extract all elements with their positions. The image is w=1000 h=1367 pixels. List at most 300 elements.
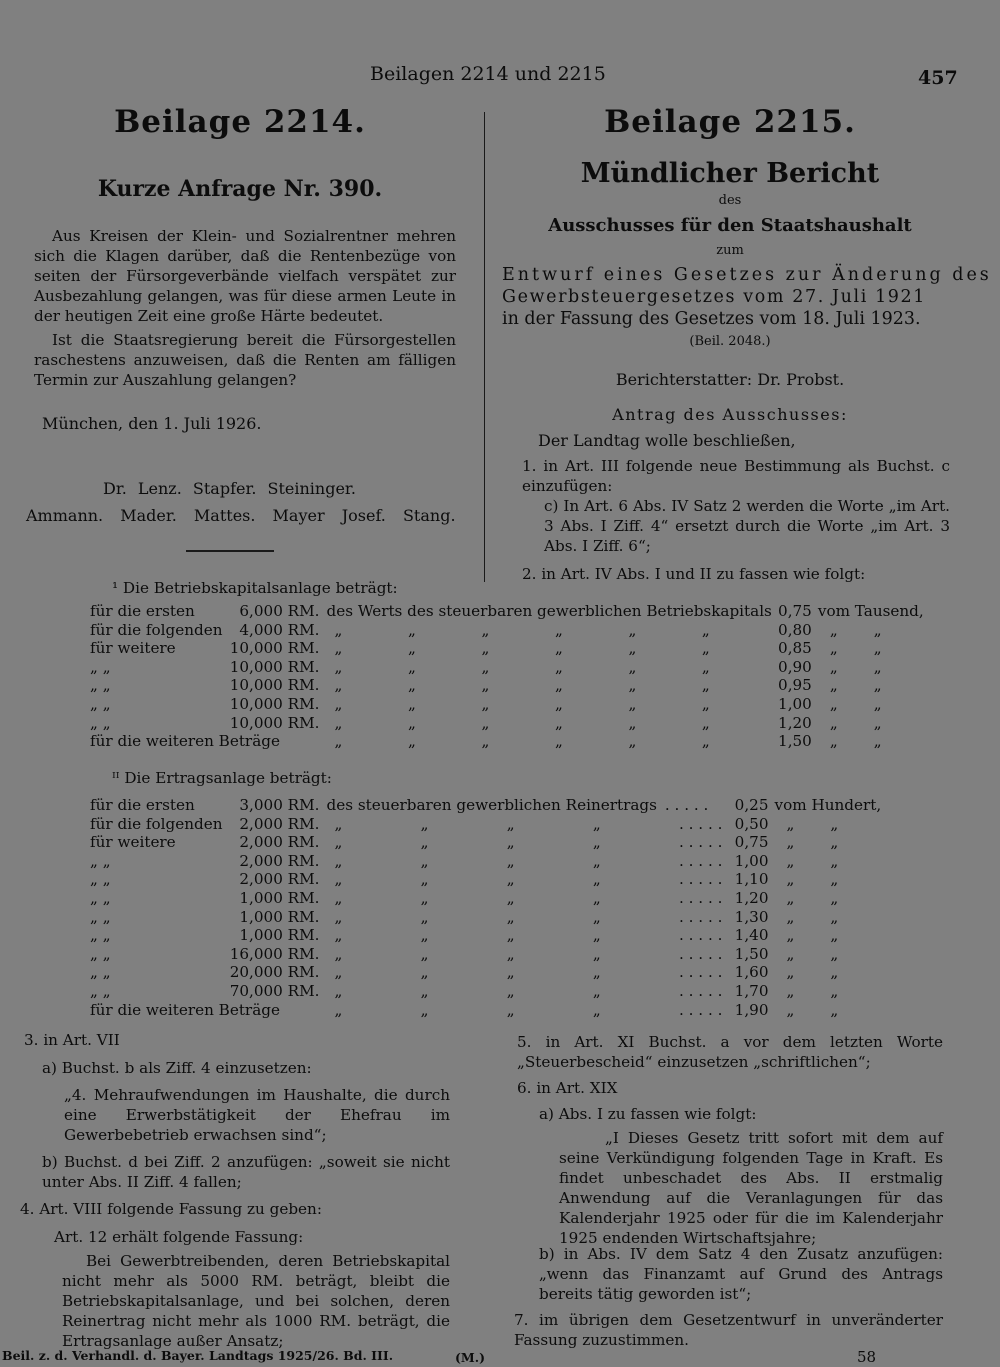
item-4-art: Art. 12 erhält folgende Fassung: [54,1228,304,1246]
rate-description [327,963,729,982]
ditto-mark: „ [334,851,343,870]
ditto-mark: „ [554,732,563,751]
rate-amount: 16,000 RM. [229,944,320,963]
running-title: Beilagen 2214 und 2215 [370,63,606,85]
ditto-mark: „ [334,870,343,889]
ditto-mark: „ [592,907,601,926]
rate-label: für die ersten [90,796,195,814]
beilage-2215-title: Beilage 2215. [604,104,856,140]
rate-row [90,963,881,982]
ditto-mark: „ [334,676,343,695]
leader-dots: . . . . . [679,888,723,907]
yield-intro: ᴵᴵ Die Ertragsanlage beträgt: [112,769,332,787]
item-6b: b) in Abs. IV dem Satz 4 den Zusatz anzufügen: „wenn das Finanzamt auf Grund des Antrags bereits tätig geworden ist“; [539,1245,943,1303]
rate-amount: 6,000 RM. [239,602,320,620]
ditto-mark: „ [334,963,343,982]
ditto-mark: „ [506,814,515,833]
rate-unit [769,870,882,889]
rate-value: 0,50 [734,814,769,833]
inquiry-body [34,226,456,390]
rate-unit [769,1001,882,1020]
rate-value: 1,00 [778,694,812,713]
ditto-mark: „ [334,1000,343,1019]
ditto-mark: „ [334,981,343,1000]
rate-label: „ „ [90,694,111,713]
rate-gap [320,676,327,695]
ditto-mark: „ [873,639,882,658]
ditto-mark: „ [506,1000,515,1019]
ditto-mark: „ [506,870,515,889]
rate-label: für die folgenden [90,814,223,833]
ditto-mark: „ [873,620,882,639]
item-3: 3. in Art. VII [24,1031,120,1049]
rate-description [327,889,729,908]
rate-value: 0,95 [778,676,812,695]
motion-item-2: 2. in Art. IV Abs. I und II zu fassen wie folgt: [522,565,866,583]
ditto-mark: „ [592,944,601,963]
page-number: 457 [918,67,958,89]
draft-title [502,264,992,330]
rate-value: 1,20 [778,713,812,732]
ditto-mark: „ [829,639,838,658]
ditto-mark: „ [554,694,563,713]
rate-value: 1,00 [734,851,769,870]
ditto-mark: „ [829,676,838,695]
rate-description [327,852,729,871]
draft-line-1: Entwurf eines Gesetzes zur Änderung des [502,265,992,285]
rate-amount: 2,000 RM. [239,833,320,852]
ditto-mark: „ [786,926,795,945]
rate-row [90,908,881,927]
rate-gap [320,621,327,640]
ditto-mark: „ [407,620,416,639]
rate-amount: 10,000 RM. [229,694,320,713]
ditto-mark: „ [481,657,490,676]
reporter: Berichterstatter: Dr. Probst. [615,370,845,389]
column-divider [484,112,485,582]
ditto-mark: „ [506,926,515,945]
rate-unit [769,833,882,852]
item-4: 4. Art. VIII folgende Fassung zu geben: [20,1200,322,1218]
rate-description [327,639,772,658]
motion-heading: Antrag des Ausschusses: [612,405,848,424]
ditto-mark: „ [873,676,882,695]
rate-gap [320,658,327,677]
ditto-mark: „ [786,870,795,889]
rate-value: 1,90 [734,1000,769,1019]
rate-label: „ „ [90,907,111,926]
leader-dots: . . . . . [679,870,723,889]
rate-unit [769,963,882,982]
ditto-mark: „ [829,732,838,751]
rate-gap [320,908,327,927]
beilage-2214-title: Beilage 2214. [114,104,366,140]
rate-row [90,639,924,658]
rate-gap [320,926,327,945]
rate-unit [769,852,882,871]
inquiry-subtitle: Kurze Anfrage Nr. 390. [97,176,383,202]
rate-description [327,658,772,677]
ditto-mark: „ [628,639,637,658]
place-date: München, den 1. Juli 1926. [42,414,262,433]
ditto-mark: „ [481,620,490,639]
rate-row [90,982,881,1001]
rate-row [90,714,924,733]
rate-basis-text: des steuerbaren gewerblichen Reinertrags [326,796,657,814]
rate-description [327,796,729,815]
yield-rates-table [90,796,881,1019]
rate-gap [320,963,327,982]
ditto-mark: „ [420,907,429,926]
ditto-mark: „ [420,870,429,889]
ditto-mark: „ [481,713,490,732]
ditto-mark: „ [830,963,839,982]
ditto-mark: „ [407,732,416,751]
ditto-mark: „ [334,620,343,639]
rate-description [327,621,772,640]
signers-line-2: Ammann. Mader. Mattes. Mayer Josef. Stang. [26,506,456,525]
rate-description [327,695,772,714]
ditto-mark: „ [592,926,601,945]
item-4-text: Bei Gewerbtreibenden, deren Betriebskapital nicht mehr als 5000 RM. beträgt, bleibt die Betriebskapitalsanlage, und bei solchen, deren Reinertrag nicht mehr als 1000 RM. beträgt, die Ertragsanlage außer Ansatz; [62,1252,450,1350]
rate-row [90,658,924,677]
leader-dots: . . . . . [679,907,723,926]
rate-label: „ „ [90,944,111,963]
ditto-mark: „ [481,732,490,751]
ditto-mark: „ [701,676,710,695]
ditto-mark: „ [592,888,601,907]
rate-gap [320,796,327,815]
ditto-mark: „ [407,713,416,732]
rate-unit [769,982,882,1001]
ditto-mark: „ [506,944,515,963]
rate-label: „ „ [90,981,111,1000]
rate-label: „ „ [90,657,111,676]
ditto-mark: „ [506,963,515,982]
leader-dots: . . . . . [679,1000,723,1019]
ditto-mark: „ [701,694,710,713]
leader-dots: . . . . . [679,926,723,945]
ditto-mark: „ [506,888,515,907]
rate-unit: vom Tausend, [817,602,924,620]
ditto-mark: „ [830,907,839,926]
ditto-mark: „ [592,981,601,1000]
ditto-mark: „ [628,713,637,732]
rate-description [327,870,729,889]
rate-description [327,908,729,927]
ditto-mark: „ [334,944,343,963]
rate-value: 1,60 [734,963,769,982]
rate-value: 1,40 [734,926,769,945]
rate-unit: vom Hundert, [774,796,882,814]
rate-gap [320,870,327,889]
item-7: 7. im übrigen dem Gesetzentwurf in unveränderter Fassung zuzustimmen. [514,1311,943,1349]
ditto-mark: „ [481,676,490,695]
rate-gap [320,639,327,658]
rate-value: 0,75 [778,602,812,620]
rate-row [90,1001,881,1020]
rate-unit [769,945,882,964]
ditto-mark: „ [873,694,882,713]
rate-gap [320,852,327,871]
ditto-mark: „ [554,713,563,732]
rate-unit [812,695,924,714]
ditto-mark: „ [481,694,490,713]
leader-dots: . . . . . [679,851,723,870]
beil-reference: (Beil. 2048.) [689,334,771,349]
rate-row [90,695,924,714]
footer-mark: (M.) [455,1350,486,1365]
rate-amount: 2,000 RM. [239,814,320,833]
footer-page: 58 [857,1348,877,1366]
ditto-mark: „ [628,694,637,713]
item-3a-text: „4. Mehraufwendungen im Haushalte, die durch eine Erwerbstätigkeit der Ehefrau im Gewerbebetrieb erwachsen sind“; [64,1086,450,1144]
ditto-mark: „ [873,732,882,751]
footer-source: Beil. z. d. Verhandl. d. Bayer. Landtags 1925/26. Bd. III. [2,1348,394,1363]
rate-value: 1,10 [734,870,769,889]
ditto-mark: „ [701,732,710,751]
rate-label: für die folgenden [90,620,223,639]
rate-unit [812,621,924,640]
ditto-mark: „ [420,963,429,982]
rate-amount: 3,000 RM. [239,796,320,814]
ditto-mark: „ [830,870,839,889]
rate-amount: 1,000 RM. [239,888,320,907]
ditto-mark: „ [334,732,343,751]
capital-intro: ¹ Die Betriebskapitalsanlage beträgt: [112,579,398,597]
rate-label: für die weiteren Beträge [90,1000,280,1019]
rate-label: „ „ [90,676,111,695]
ditto-mark: „ [873,657,882,676]
ditto-mark: „ [554,620,563,639]
ditto-mark: „ [420,814,429,833]
ditto-mark: „ [334,833,343,852]
ditto-mark: „ [830,814,839,833]
ditto-mark: „ [628,620,637,639]
rate-gap [320,714,327,733]
rate-unit [769,908,882,927]
rate-description [327,714,772,733]
capital-rates-table [90,602,924,751]
ditto-mark: „ [506,833,515,852]
ditto-mark: „ [420,981,429,1000]
inquiry-paragraph-1: Aus Kreisen der Klein- und Sozialrentner mehren sich die Klagen darüber, daß die Rentenbezüge von seiten der Fürsorgeverbände vielfach verspätet zur Ausbezahlung gelangen, was für diese armen Leute in der heutigen Zeit eine große Härte bedeutet. [34,227,456,325]
report-des: des [718,193,742,208]
rate-value: 1,30 [734,907,769,926]
ditto-mark: „ [628,732,637,751]
ditto-mark: „ [786,944,795,963]
ditto-mark: „ [786,814,795,833]
draft-line-2: Gewerbsteuergesetzes vom 27. Juli 1921 [502,287,927,307]
ditto-mark: „ [628,657,637,676]
rate-label: „ „ [90,888,111,907]
rate-unit [812,658,924,677]
ditto-mark: „ [786,888,795,907]
rate-amount: 20,000 RM. [229,963,320,982]
rate-label: „ „ [90,963,111,982]
rate-value: 0,80 [778,620,812,639]
rate-amount: 10,000 RM. [229,713,320,732]
leader-dots: . . . . . [664,796,709,814]
rate-label: für die weiteren Beträge [90,732,280,751]
ditto-mark: „ [592,963,601,982]
ditto-mark: „ [334,639,343,658]
rate-value: 1,70 [734,981,769,1000]
ditto-mark: „ [420,944,429,963]
ditto-mark: „ [407,676,416,695]
rate-row [90,833,881,852]
ditto-mark: „ [334,888,343,907]
rate-description [327,676,772,695]
ditto-mark: „ [830,944,839,963]
rate-unit [769,815,882,834]
rate-gap [320,815,327,834]
rate-amount: 2,000 RM. [239,851,320,870]
rate-label: „ „ [90,713,111,732]
ditto-mark: „ [420,833,429,852]
rate-value: 1,20 [734,888,769,907]
ditto-mark: „ [830,851,839,870]
rate-value: 1,50 [734,944,769,963]
ditto-mark: „ [829,694,838,713]
ditto-mark: „ [830,833,839,852]
inquiry-paragraph-2: Ist die Staatsregierung bereit die Fürsorgestellen raschestens anzuweisen, daß die Renten am fälligen Termin zur Auszahlung gelangen? [34,331,456,389]
ditto-mark: „ [786,981,795,1000]
rate-row [90,852,881,871]
committee-name: Ausschusses für den Staatshaushalt [548,215,912,236]
report-zum: zum [716,243,744,258]
leader-dots: . . . . . [679,981,723,1000]
ditto-mark: „ [420,1000,429,1019]
rate-value: 0,90 [778,657,812,676]
item-6a-text: „I Dieses Gesetz tritt sofort mit dem auf seine Verkündigung folgenden Tage in Kraft. Es findet unbeschadet des Abs. II erstmalig Anwendung auf die Veranlagungen für das Kalenderjahr 1925 oder für die im Kalenderjahr 1925 endenden Wirtschaftsjahre; [559,1129,943,1247]
ditto-mark: „ [701,657,710,676]
ditto-mark: „ [554,639,563,658]
ditto-mark: „ [592,1000,601,1019]
rate-label: für die ersten [90,602,195,620]
ditto-mark: „ [592,851,601,870]
ditto-mark: „ [334,713,343,732]
ditto-mark: „ [786,833,795,852]
rate-unit [812,714,924,733]
ditto-mark: „ [554,676,563,695]
rate-row [90,926,881,945]
rate-gap [320,982,327,1001]
ditto-mark: „ [334,907,343,926]
rate-description [327,732,772,751]
rate-description [327,945,729,964]
rate-description [327,1001,729,1020]
rate-row [90,815,881,834]
leader-dots: . . . . . [679,963,723,982]
rate-label: „ „ [90,851,111,870]
rate-row [90,889,881,908]
ditto-mark: „ [873,713,882,732]
item-6: 6. in Art. XIX [517,1079,618,1097]
rate-unit [812,732,924,751]
rate-description [327,926,729,945]
rate-row [90,945,881,964]
item-3b: b) Buchst. d bei Ziff. 2 anzufügen: „soweit sie nicht unter Abs. II Ziff. 4 fallen; [42,1153,450,1191]
ditto-mark: „ [701,639,710,658]
motion-item-1: 1. in Art. III folgende neue Bestimmung als Buchst. c einzufügen: [522,457,950,495]
leader-dots: . . . . . [679,814,723,833]
rate-gap [320,1001,327,1020]
rate-row [90,732,924,751]
ditto-mark: „ [407,657,416,676]
ditto-mark: „ [786,963,795,982]
ditto-mark: „ [506,851,515,870]
rate-value: 0,85 [778,639,812,658]
ditto-mark: „ [481,639,490,658]
signers-line-1: Dr. Lenz. Stapfer. Steininger. [103,479,356,498]
rate-unit [769,889,882,908]
leader-dots: . . . . . [679,944,723,963]
rate-unit [812,639,924,658]
rate-row [90,870,881,889]
ditto-mark: „ [830,888,839,907]
rate-gap [320,602,327,621]
item-3a: a) Buchst. b als Ziff. 4 einzusetzen: [42,1059,312,1077]
ditto-mark: „ [830,926,839,945]
rate-label: „ „ [90,870,111,889]
rate-value: 1,50 [778,732,812,751]
rate-description [327,602,772,621]
ditto-mark: „ [592,870,601,889]
rate-gap [320,833,327,852]
ditto-mark: „ [407,639,416,658]
motion-item-1c: c) In Art. 6 Abs. IV Satz 2 werden die Worte „im Art. 3 Abs. I Ziff. 4“ ersetzt durch die Worte „im Art. 3 Abs. I Ziff. 6“; [544,497,950,555]
rate-label: für weitere [90,639,176,658]
rate-amount: 4,000 RM. [239,620,320,639]
rate-label: „ „ [90,926,111,945]
rate-label: für weitere [90,833,176,852]
ditto-mark: „ [592,833,601,852]
ditto-mark: „ [829,713,838,732]
ditto-mark: „ [701,713,710,732]
ditto-mark: „ [407,694,416,713]
ditto-mark: „ [830,981,839,1000]
ditto-mark: „ [506,981,515,1000]
ditto-mark: „ [628,676,637,695]
item-5: 5. in Art. XI Buchst. a vor dem letzten Worte „Steuerbescheid“ einzusetzen „schriftlichen“; [517,1033,943,1071]
rate-row [90,602,924,621]
ditto-mark: „ [830,1000,839,1019]
rate-description [327,833,729,852]
ditto-mark: „ [786,907,795,926]
ditto-mark: „ [786,1000,795,1019]
rate-gap [320,945,327,964]
ditto-mark: „ [592,814,601,833]
rate-value: 0,25 [734,796,769,814]
ditto-mark: „ [829,657,838,676]
ditto-mark: „ [829,620,838,639]
ditto-mark: „ [420,926,429,945]
ditto-mark: „ [786,851,795,870]
ditto-mark: „ [334,926,343,945]
rate-row [90,676,924,695]
rate-row [90,796,881,815]
leader-dots: . . . . . [679,833,723,852]
rate-amount: 10,000 RM. [229,676,320,695]
rate-amount: 2,000 RM. [239,870,320,889]
draft-line-3: in der Fassung des Gesetzes vom 18. Juli 1923. [502,309,921,329]
rate-amount: 10,000 RM. [229,639,320,658]
rate-gap [320,889,327,908]
ditto-mark: „ [554,657,563,676]
ditto-mark: „ [334,657,343,676]
ditto-mark: „ [506,907,515,926]
